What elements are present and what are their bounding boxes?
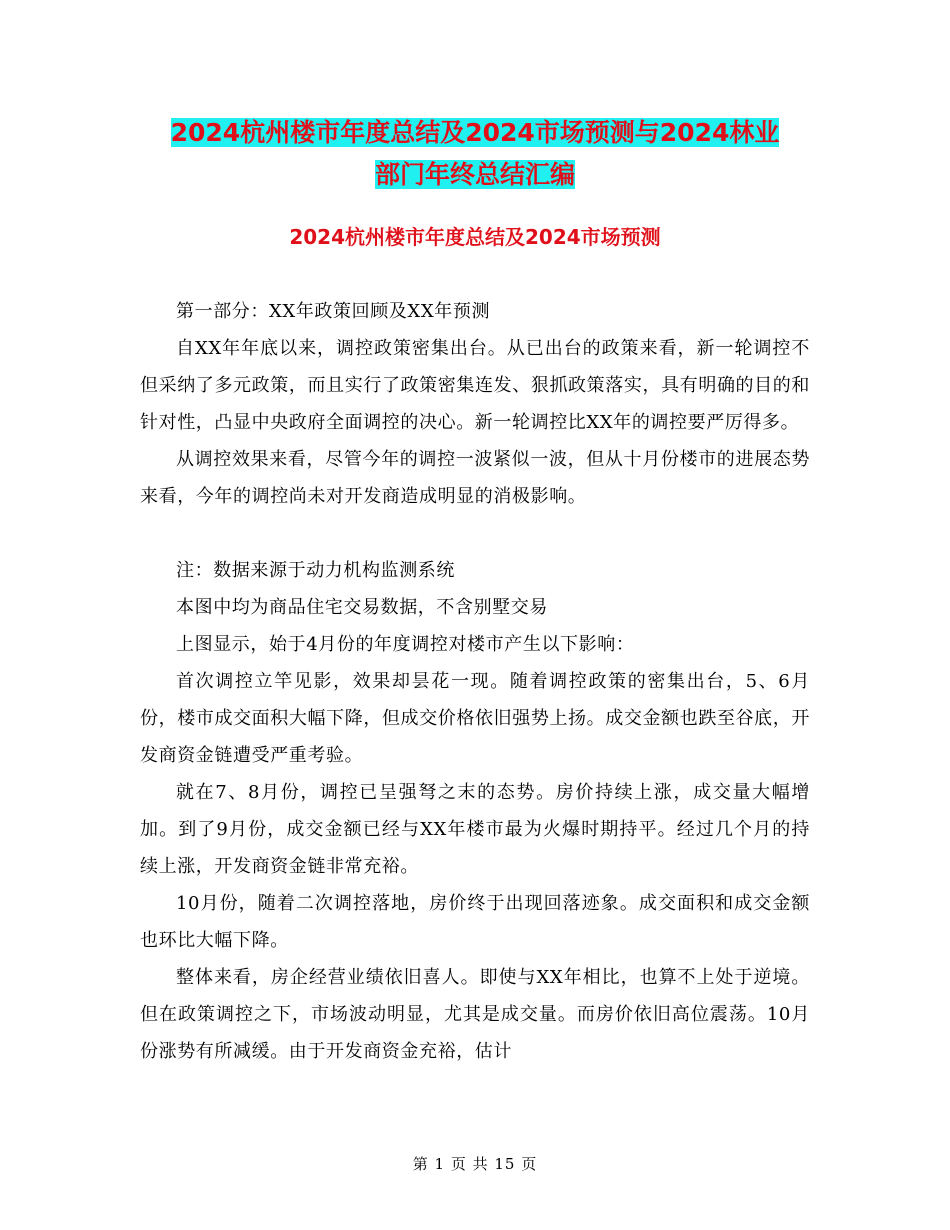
paragraph-july-august: 就在7、8月份，调控已呈强弩之末的态势。房价持续上涨，成交量大幅增加。到了9月份，成交金额已经与XX年楼市最为火爆时期持平。经过几个月的持续上涨，开发商资金链非常充裕。 — [140, 782, 810, 877]
paragraph-overall: 整体来看，房企经营业绩依旧喜人。即使与XX年相比，也算不上处于逆境。但在政策调控之下，市场波动明显，尤其是成交量。而房价依旧高位震荡。10月份涨势有所减缓。由于开发商资金充裕，估计 — [140, 967, 810, 1062]
paragraph-first-control: 首次调控立竿见影，效果却昙花一现。随着调控政策的密集出台，5、6月份，楼市成交面积大幅下降，但成交价格依旧强势上扬。成交金额也跌至谷底，开发商资金链遭受严重考验。 — [140, 671, 810, 766]
paragraph-policy-overview: 自XX年年底以来，调控政策密集出台。从已出台的政策来看，新一轮调控不但采纳了多元政策，而且实行了政策密集连发、狠抓政策落实，具有明确的目的和针对性，凸显中央政府全面调控的决心。新一轮调控比XX年的调控要严厉得多。 — [140, 338, 810, 433]
paragraph-part-heading: 第一部分：XX年政策回顾及XX年预测 — [176, 301, 491, 322]
section-title: 2024杭州楼市年度总结及2024市场预测 — [289, 225, 661, 249]
main-title-line-2: 部门年终总结汇编 — [374, 160, 575, 189]
main-title-line-1: 2024杭州楼市年度总结及2024市场预测与2024林业 — [170, 118, 780, 147]
paragraph-figure-intro: 上图显示，始于4月份的年度调控对楼市产生以下影响： — [176, 634, 635, 655]
main-title — [140, 112, 810, 196]
document-body — [140, 293, 810, 1070]
paragraph-october: 10月份，随着二次调控落地，房价终于出现回落迹象。成交面积和成交金额也环比大幅下降。 — [140, 893, 810, 951]
figure-gap — [140, 515, 810, 552]
paragraph-data-scope-note: 本图中均为商品住宅交易数据，不含别墅交易 — [176, 597, 548, 618]
paragraph-policy-effect: 从调控效果来看，尽管今年的调控一波紧似一波，但从十月份楼市的进展态势来看，今年的调控尚未对开发商造成明显的消极影响。 — [140, 449, 810, 507]
paragraph-data-source-note: 注：数据来源于动力机构监测系统 — [176, 560, 455, 581]
page-footer: 第 1 页 共 15 页 — [412, 1155, 538, 1173]
